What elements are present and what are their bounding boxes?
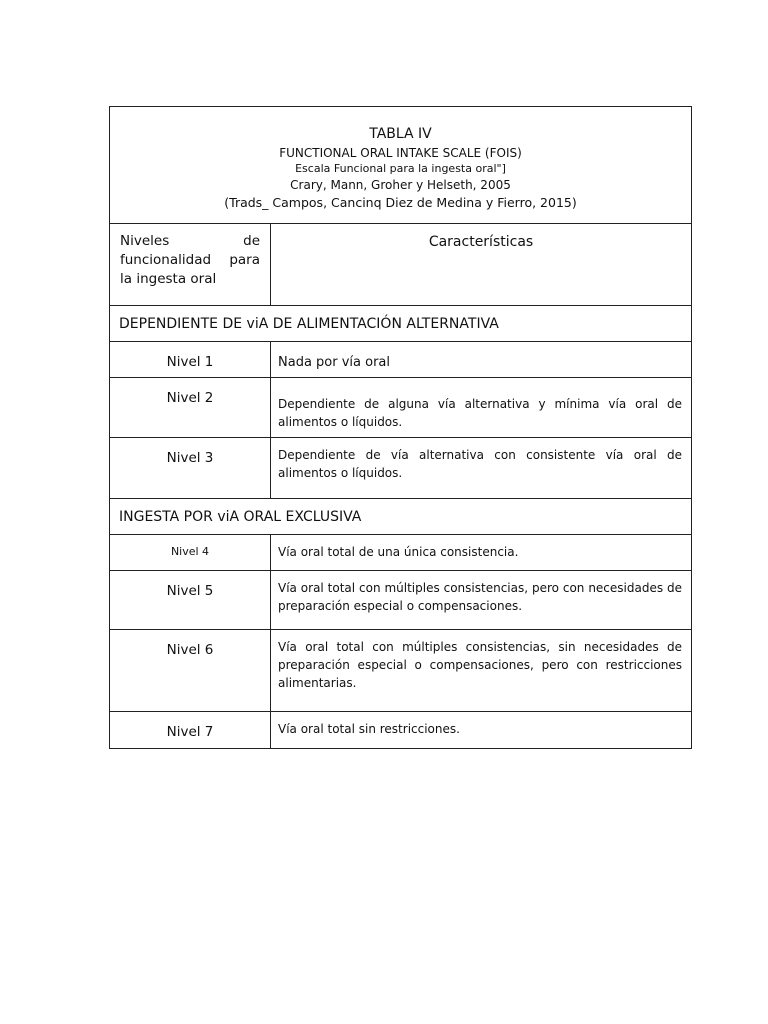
table-row [110, 630, 692, 712]
section-title: DEPENDIENTE DE viA DE ALIMENTACIÓN ALTERNATIVA [119, 316, 499, 332]
description-cell [271, 438, 692, 499]
level-description: Vía oral total con múltiples consistencias, pero con necesidades de preparación especial o compensaciones. [278, 581, 683, 613]
table-row [110, 342, 692, 378]
column-header-levels [110, 224, 271, 306]
table-spanish-name: Escala Funcional para la ingesta oral"] [295, 162, 506, 176]
description-cell [271, 342, 692, 378]
level-description: Nada por vía oral [278, 355, 391, 370]
table-row [110, 378, 692, 438]
level-label: Nivel 5 [166, 583, 214, 599]
column-header-characteristics [271, 224, 692, 306]
column-header-row [110, 224, 692, 306]
table-header-row [110, 107, 692, 224]
table-row [110, 438, 692, 499]
level-description: Dependiente de alguna vía alternativa y mínima vía oral de alimentos o líquidos. [278, 397, 683, 429]
level-label: Nivel 7 [166, 724, 214, 740]
column-header-characteristics-label: Características [428, 234, 534, 250]
table-translation-credit: (Trads_ Campos, Cancinq Diez de Medina y Fierro, 2015) [224, 194, 577, 210]
table-row [110, 571, 692, 630]
level-description: Vía oral total sin restricciones. [278, 722, 460, 736]
table-title: TABLA IV [369, 126, 432, 142]
table-header-cell [110, 107, 692, 224]
description-cell [271, 535, 692, 571]
description-cell [271, 571, 692, 630]
description-cell [271, 378, 692, 438]
level-label: Nivel 4 [170, 545, 210, 558]
level-label: Nivel 3 [166, 450, 214, 466]
section-row [110, 499, 692, 535]
level-cell [110, 571, 271, 630]
column-header-levels-label: Niveles de funcionalidad para la ingesta oral [120, 233, 260, 287]
level-label: Nivel 1 [166, 354, 214, 370]
description-cell [271, 630, 692, 712]
section-row [110, 306, 692, 342]
table-row [110, 535, 692, 571]
section-title-cell [110, 499, 692, 535]
table-subtitle: FUNCTIONAL ORAL INTAKE SCALE (FOIS) [279, 145, 522, 160]
table-authors: Crary, Mann, Groher y Helseth, 2005 [290, 177, 511, 192]
level-description: Vía oral total de una única consistencia. [278, 545, 519, 559]
level-label: Nivel 2 [166, 390, 214, 406]
level-description: Vía oral total con múltiples consistencias, sin necesidades de preparación especial o compensaciones, pero con restricciones alimentarias. [278, 640, 683, 690]
level-cell [110, 712, 271, 749]
level-cell [110, 630, 271, 712]
fois-table [109, 106, 692, 749]
level-cell [110, 378, 271, 438]
description-cell [271, 712, 692, 749]
level-cell [110, 535, 271, 571]
level-cell [110, 342, 271, 378]
section-title-cell [110, 306, 692, 342]
level-label: Nivel 6 [166, 642, 214, 658]
level-description: Dependiente de vía alternativa con consistente vía oral de alimentos o líquidos. [278, 448, 683, 480]
table-row [110, 712, 692, 749]
level-cell [110, 438, 271, 499]
section-title: INGESTA POR viA ORAL EXCLUSIVA [119, 509, 362, 525]
